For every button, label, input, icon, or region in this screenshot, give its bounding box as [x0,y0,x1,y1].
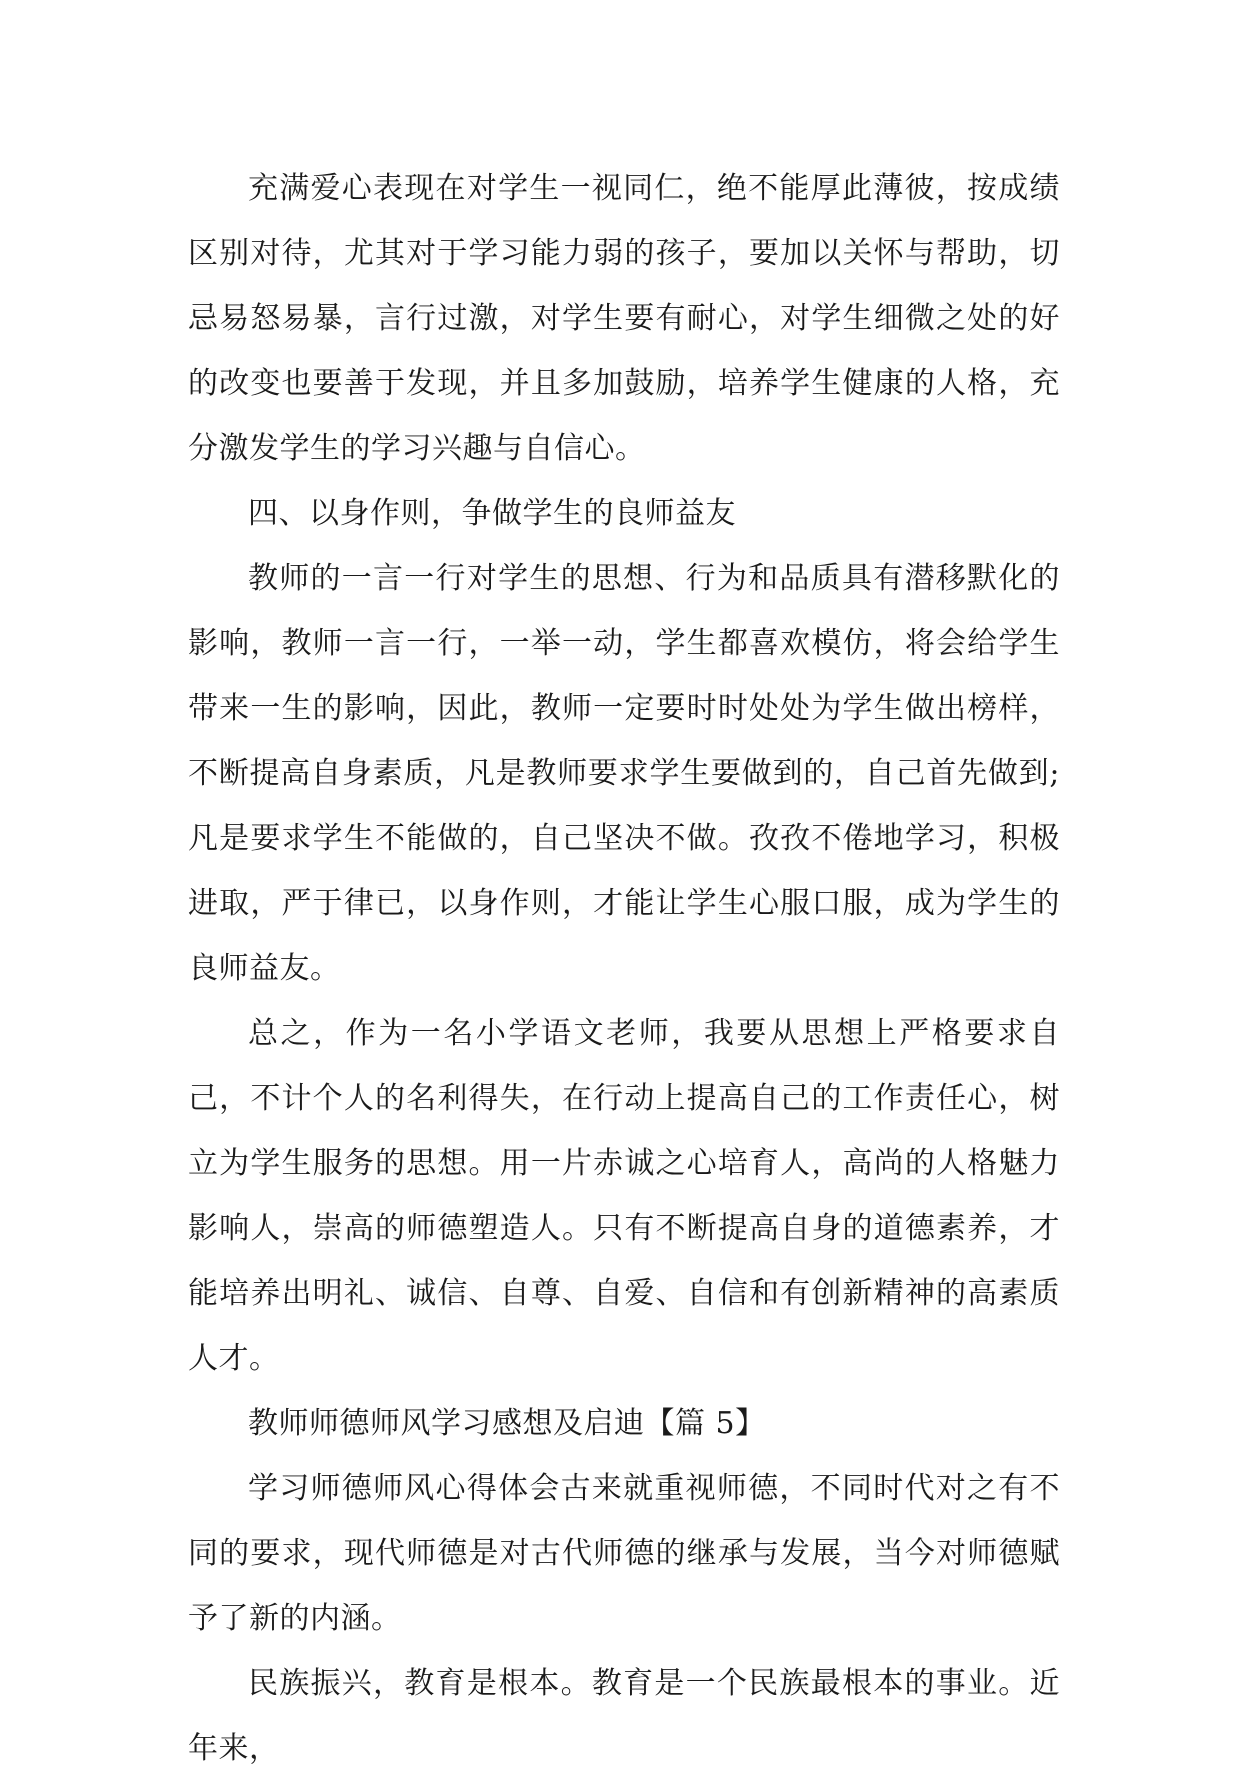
article-title: 教师师德师风学习感想及启迪【篇 5】 [248,1406,766,1441]
paragraph: 学习师德师风心得体会古来就重视师德，不同时代对之有不同的要求，现代师德是对古代师德的继承与发展，当今对师德赋予了新的内涵。 [188,1471,1060,1636]
paragraph: 教师的一言一行对学生的思想、行为和品质具有潜移默化的影响，教师一言一行，一举一动，学生都喜欢模仿，将会给学生带来一生的影响，因此，教师一定要时时处处为学生做出榜样，不断提高自身素质，凡是教师要求学生要做到的，自己首先做到;凡是要求学生不能做的，自己坚决不做。孜孜不倦地学习，积极进取，严于律已，以身作则，才能让学生心服口服，成为学生的良师益友。 [188,561,1060,986]
paragraph: 民族振兴，教育是根本。教育是一个民族最根本的事业。近年来， [188,1666,1060,1766]
section-heading: 四、以身作则，争做学生的良师益友 [248,496,736,531]
document-body [188,156,1060,1781]
paragraph: 总之，作为一名小学语文老师，我要从思想上严格要求自己，不计个人的名利得失，在行动上提高自己的工作责任心，树立为学生服务的思想。用一片赤诚之心培育人，高尚的人格魅力影响人，崇高的师德塑造人。只有不断提高自身的道德素养，才能培养出明礼、诚信、自尊、自爱、自信和有创新精神的高素质人才。 [188,1016,1060,1376]
paragraph: 充满爱心表现在对学生一视同仁，绝不能厚此薄彼，按成绩区别对待，尤其对于学习能力弱的孩子，要加以关怀与帮助，切忌易怒易暴，言行过激，对学生要有耐心，对学生细微之处的好的改变也要善于发现，并且多加鼓励，培养学生健康的人格，充分激发学生的学习兴趣与自信心。 [188,171,1060,466]
